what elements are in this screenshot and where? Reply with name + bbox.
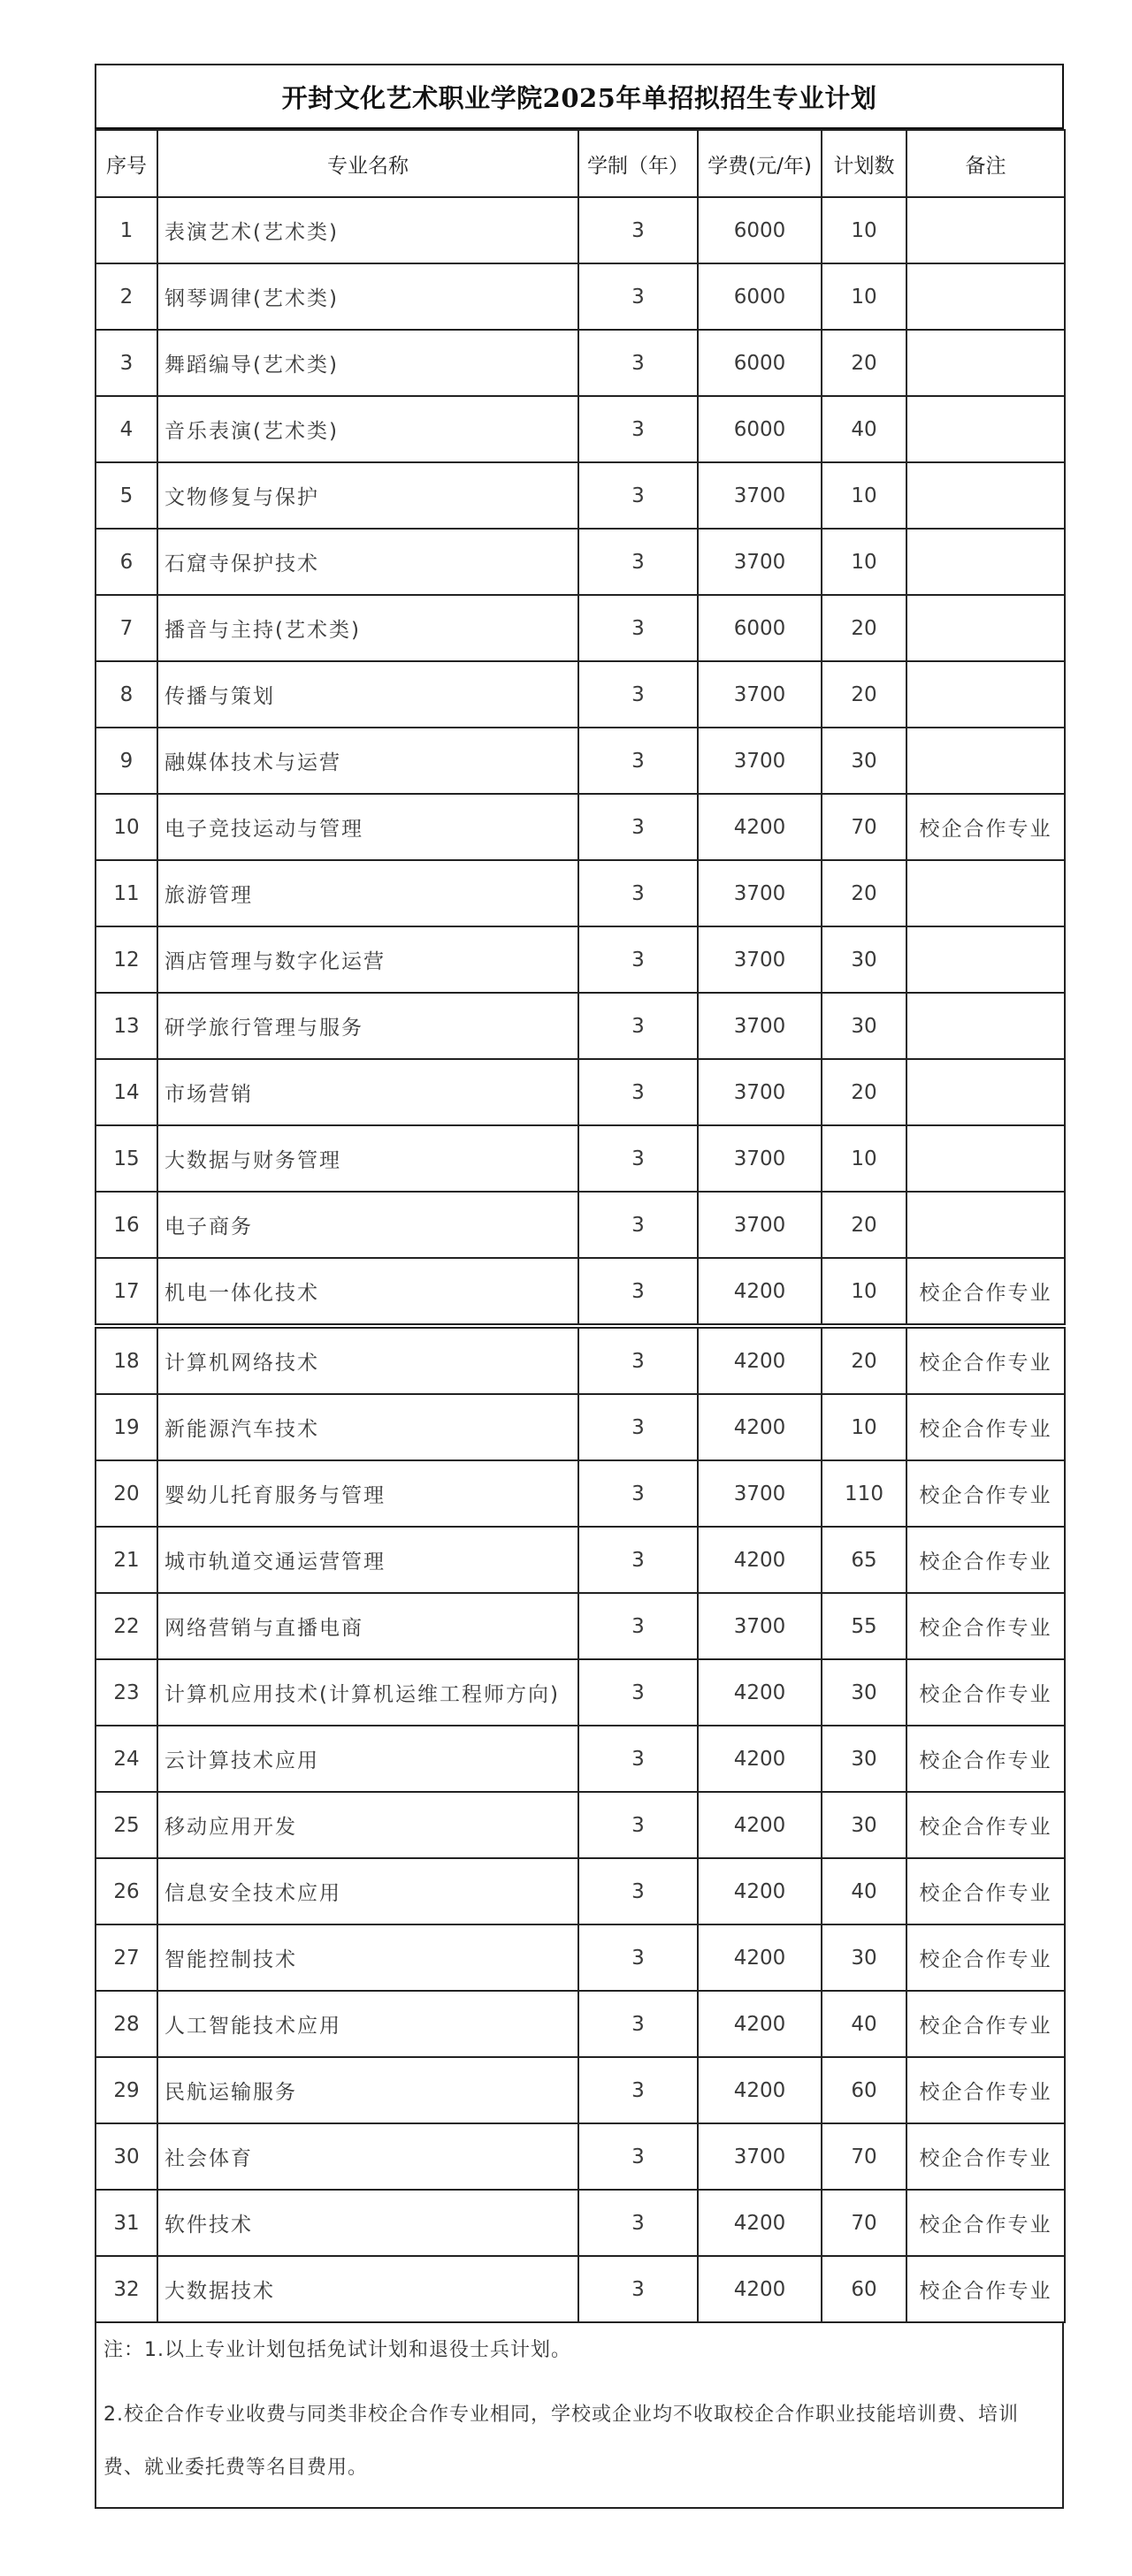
remark-cell bbox=[906, 1059, 1065, 1125]
major-name-cell: 钢琴调律(艺术类) bbox=[157, 263, 578, 330]
row-number-cell: 26 bbox=[96, 1858, 157, 1924]
plan-count-cell: 10 bbox=[822, 263, 906, 330]
table-row bbox=[96, 462, 1065, 529]
tuition-fee-cell: 4200 bbox=[698, 2256, 822, 2322]
remark-cell bbox=[906, 993, 1065, 1059]
remark-cell bbox=[906, 1192, 1065, 1258]
row-number-cell: 21 bbox=[96, 1527, 157, 1593]
tuition-fee-cell: 4200 bbox=[698, 1792, 822, 1858]
major-name-cell: 机电一体化技术 bbox=[157, 1258, 578, 1326]
table-row bbox=[96, 1991, 1065, 2057]
study-years-cell: 3 bbox=[578, 728, 698, 794]
study-years-cell: 3 bbox=[578, 661, 698, 728]
tuition-fee-cell: 4200 bbox=[698, 1394, 822, 1460]
table-row bbox=[96, 263, 1065, 330]
plan-count-cell: 30 bbox=[822, 728, 906, 794]
study-years-cell: 3 bbox=[578, 1659, 698, 1726]
remark-cell bbox=[906, 330, 1065, 396]
major-name-cell: 智能控制技术 bbox=[157, 1924, 578, 1991]
major-name-cell: 移动应用开发 bbox=[157, 1792, 578, 1858]
plan-count-cell: 10 bbox=[822, 462, 906, 529]
table-row bbox=[96, 1659, 1065, 1726]
remark-cell: 校企合作专业 bbox=[906, 794, 1065, 860]
table-row bbox=[96, 993, 1065, 1059]
study-years-cell: 3 bbox=[578, 926, 698, 993]
table-row bbox=[96, 1924, 1065, 1991]
major-name-cell: 软件技术 bbox=[157, 2190, 578, 2256]
row-number-cell: 27 bbox=[96, 1924, 157, 1991]
row-number-cell: 29 bbox=[96, 2057, 157, 2123]
plan-count-cell: 20 bbox=[822, 1326, 906, 1394]
table-row bbox=[96, 1593, 1065, 1659]
plan-count-cell: 30 bbox=[822, 1924, 906, 1991]
tuition-fee-cell: 3700 bbox=[698, 1593, 822, 1659]
tuition-fee-cell: 3700 bbox=[698, 993, 822, 1059]
study-years-cell: 3 bbox=[578, 1460, 698, 1527]
tuition-fee-cell: 3700 bbox=[698, 728, 822, 794]
major-name-cell: 市场营销 bbox=[157, 1059, 578, 1125]
remark-cell: 校企合作专业 bbox=[906, 1858, 1065, 1924]
remark-cell: 校企合作专业 bbox=[906, 2190, 1065, 2256]
plan-count-cell: 30 bbox=[822, 926, 906, 993]
row-number-cell: 9 bbox=[96, 728, 157, 794]
header-remarks: 备注 bbox=[906, 130, 1065, 197]
tuition-fee-cell: 6000 bbox=[698, 396, 822, 462]
table-row bbox=[96, 1726, 1065, 1792]
remark-cell: 校企合作专业 bbox=[906, 1527, 1065, 1593]
tuition-fee-cell: 4200 bbox=[698, 1659, 822, 1726]
plan-count-cell: 60 bbox=[822, 2057, 906, 2123]
table-row bbox=[96, 860, 1065, 926]
row-number-cell: 6 bbox=[96, 529, 157, 595]
remark-cell: 校企合作专业 bbox=[906, 2123, 1065, 2190]
tuition-fee-cell: 4200 bbox=[698, 2190, 822, 2256]
plan-count-cell: 40 bbox=[822, 1991, 906, 2057]
tuition-fee-cell: 3700 bbox=[698, 926, 822, 993]
study-years-cell: 3 bbox=[578, 1326, 698, 1394]
row-number-cell: 22 bbox=[96, 1593, 157, 1659]
header-major-name: 专业名称 bbox=[157, 130, 578, 197]
plan-count-cell: 70 bbox=[822, 2190, 906, 2256]
major-name-cell: 城市轨道交通运营管理 bbox=[157, 1527, 578, 1593]
tuition-fee-cell: 4200 bbox=[698, 794, 822, 860]
major-name-cell: 文物修复与保护 bbox=[157, 462, 578, 529]
table-row bbox=[96, 1258, 1065, 1326]
row-number-cell: 24 bbox=[96, 1726, 157, 1792]
row-number-cell: 32 bbox=[96, 2256, 157, 2322]
table-row bbox=[96, 1059, 1065, 1125]
study-years-cell: 3 bbox=[578, 1726, 698, 1792]
plan-count-cell: 60 bbox=[822, 2256, 906, 2322]
table-row bbox=[96, 2256, 1065, 2322]
study-years-cell: 3 bbox=[578, 396, 698, 462]
study-years-cell: 3 bbox=[578, 1924, 698, 1991]
remark-cell: 校企合作专业 bbox=[906, 1394, 1065, 1460]
tuition-fee-cell: 4200 bbox=[698, 1991, 822, 2057]
plan-count-cell: 20 bbox=[822, 661, 906, 728]
header-plan-count: 计划数 bbox=[822, 130, 906, 197]
plan-count-cell: 40 bbox=[822, 396, 906, 462]
major-name-cell: 社会体育 bbox=[157, 2123, 578, 2190]
remark-cell: 校企合作专业 bbox=[906, 1792, 1065, 1858]
table-row bbox=[96, 396, 1065, 462]
tuition-fee-cell: 4200 bbox=[698, 1726, 822, 1792]
table-row bbox=[96, 661, 1065, 728]
remark-cell: 校企合作专业 bbox=[906, 2057, 1065, 2123]
remark-cell: 校企合作专业 bbox=[906, 1659, 1065, 1726]
table-row bbox=[96, 1858, 1065, 1924]
major-name-cell: 石窟寺保护技术 bbox=[157, 529, 578, 595]
row-number-cell: 20 bbox=[96, 1460, 157, 1527]
remark-cell bbox=[906, 396, 1065, 462]
tuition-fee-cell: 6000 bbox=[698, 263, 822, 330]
plan-count-cell: 10 bbox=[822, 1125, 906, 1192]
row-number-cell: 19 bbox=[96, 1394, 157, 1460]
study-years-cell: 3 bbox=[578, 1527, 698, 1593]
tuition-fee-cell: 4200 bbox=[698, 1527, 822, 1593]
major-name-cell: 婴幼儿托育服务与管理 bbox=[157, 1460, 578, 1527]
enrollment-plan-sheet bbox=[95, 64, 1064, 2509]
remark-cell bbox=[906, 197, 1065, 263]
study-years-cell: 3 bbox=[578, 1593, 698, 1659]
plan-count-cell: 30 bbox=[822, 1659, 906, 1726]
remark-cell bbox=[906, 1125, 1065, 1192]
row-number-cell: 30 bbox=[96, 2123, 157, 2190]
table-row bbox=[96, 2057, 1065, 2123]
footnotes bbox=[95, 2323, 1064, 2509]
plan-count-cell: 20 bbox=[822, 330, 906, 396]
tuition-fee-cell: 4200 bbox=[698, 2057, 822, 2123]
plan-count-cell: 20 bbox=[822, 595, 906, 661]
plan-count-cell: 110 bbox=[822, 1460, 906, 1527]
table-row bbox=[96, 794, 1065, 860]
remark-cell: 校企合作专业 bbox=[906, 1593, 1065, 1659]
row-number-cell: 23 bbox=[96, 1659, 157, 1726]
header-years: 学制（年） bbox=[578, 130, 698, 197]
study-years-cell: 3 bbox=[578, 2256, 698, 2322]
plan-count-cell: 70 bbox=[822, 794, 906, 860]
row-number-cell: 25 bbox=[96, 1792, 157, 1858]
row-number-cell: 17 bbox=[96, 1258, 157, 1326]
plan-table bbox=[95, 129, 1066, 2323]
tuition-fee-cell: 6000 bbox=[698, 330, 822, 396]
row-number-cell: 7 bbox=[96, 595, 157, 661]
major-name-cell: 计算机应用技术(计算机运维工程师方向) bbox=[157, 1659, 578, 1726]
row-number-cell: 13 bbox=[96, 993, 157, 1059]
table-row bbox=[96, 1792, 1065, 1858]
tuition-fee-cell: 3700 bbox=[698, 1192, 822, 1258]
row-number-cell: 11 bbox=[96, 860, 157, 926]
major-name-cell: 研学旅行管理与服务 bbox=[157, 993, 578, 1059]
major-name-cell: 电子商务 bbox=[157, 1192, 578, 1258]
row-number-cell: 10 bbox=[96, 794, 157, 860]
plan-count-cell: 30 bbox=[822, 1792, 906, 1858]
plan-count-cell: 30 bbox=[822, 993, 906, 1059]
major-name-cell: 云计算技术应用 bbox=[157, 1726, 578, 1792]
remark-cell bbox=[906, 529, 1065, 595]
table-row bbox=[96, 2190, 1065, 2256]
tuition-fee-cell: 3700 bbox=[698, 860, 822, 926]
remark-cell bbox=[906, 595, 1065, 661]
table-row bbox=[96, 2123, 1065, 2190]
table-row bbox=[96, 197, 1065, 263]
plan-count-cell: 30 bbox=[822, 1726, 906, 1792]
plan-count-cell: 20 bbox=[822, 1059, 906, 1125]
remark-cell bbox=[906, 661, 1065, 728]
study-years-cell: 3 bbox=[578, 1991, 698, 2057]
study-years-cell: 3 bbox=[578, 1192, 698, 1258]
remark-cell: 校企合作专业 bbox=[906, 1326, 1065, 1394]
row-number-cell: 14 bbox=[96, 1059, 157, 1125]
table-row bbox=[96, 595, 1065, 661]
major-name-cell: 网络营销与直播电商 bbox=[157, 1593, 578, 1659]
plan-count-cell: 55 bbox=[822, 1593, 906, 1659]
plan-count-cell: 20 bbox=[822, 1192, 906, 1258]
study-years-cell: 3 bbox=[578, 462, 698, 529]
table-row bbox=[96, 1326, 1065, 1394]
plan-count-cell: 10 bbox=[822, 529, 906, 595]
major-name-cell: 民航运输服务 bbox=[157, 2057, 578, 2123]
table-row bbox=[96, 529, 1065, 595]
tuition-fee-cell: 4200 bbox=[698, 1258, 822, 1326]
study-years-cell: 3 bbox=[578, 595, 698, 661]
remark-cell: 校企合作专业 bbox=[906, 1924, 1065, 1991]
row-number-cell: 2 bbox=[96, 263, 157, 330]
table-row bbox=[96, 1460, 1065, 1527]
table-row bbox=[96, 1527, 1065, 1593]
plan-count-cell: 10 bbox=[822, 1258, 906, 1326]
table-row bbox=[96, 1192, 1065, 1258]
table-row bbox=[96, 728, 1065, 794]
table-row bbox=[96, 330, 1065, 396]
major-name-cell: 酒店管理与数字化运营 bbox=[157, 926, 578, 993]
study-years-cell: 3 bbox=[578, 1125, 698, 1192]
tuition-fee-cell: 3700 bbox=[698, 529, 822, 595]
footnote-1: 注：1.以上专业计划包括免试计划和退役士兵计划。 bbox=[103, 2339, 571, 2361]
plan-count-cell: 10 bbox=[822, 1394, 906, 1460]
tuition-fee-cell: 6000 bbox=[698, 197, 822, 263]
study-years-cell: 3 bbox=[578, 1059, 698, 1125]
plan-count-cell: 20 bbox=[822, 860, 906, 926]
header-no: 序号 bbox=[96, 130, 157, 197]
remark-cell: 校企合作专业 bbox=[906, 1726, 1065, 1792]
study-years-cell: 3 bbox=[578, 197, 698, 263]
plan-count-cell: 40 bbox=[822, 1858, 906, 1924]
remark-cell bbox=[906, 263, 1065, 330]
remark-cell: 校企合作专业 bbox=[906, 1460, 1065, 1527]
study-years-cell: 3 bbox=[578, 330, 698, 396]
major-name-cell: 人工智能技术应用 bbox=[157, 1991, 578, 2057]
study-years-cell: 3 bbox=[578, 794, 698, 860]
row-number-cell: 4 bbox=[96, 396, 157, 462]
major-name-cell: 舞蹈编导(艺术类) bbox=[157, 330, 578, 396]
row-number-cell: 28 bbox=[96, 1991, 157, 2057]
row-number-cell: 3 bbox=[96, 330, 157, 396]
tuition-fee-cell: 6000 bbox=[698, 595, 822, 661]
study-years-cell: 3 bbox=[578, 263, 698, 330]
tuition-fee-cell: 3700 bbox=[698, 1059, 822, 1125]
row-number-cell: 1 bbox=[96, 197, 157, 263]
major-name-cell: 计算机网络技术 bbox=[157, 1326, 578, 1394]
major-name-cell: 融媒体技术与运营 bbox=[157, 728, 578, 794]
tuition-fee-cell: 3700 bbox=[698, 1460, 822, 1527]
study-years-cell: 3 bbox=[578, 2057, 698, 2123]
major-name-cell: 电子竞技运动与管理 bbox=[157, 794, 578, 860]
study-years-cell: 3 bbox=[578, 1394, 698, 1460]
footnote-2: 2.校企合作专业收费与同类非校企合作专业相同，学校或企业均不收取校企合作职业技能培训费、培训费、就业委托费等名目费用。 bbox=[103, 2404, 1019, 2479]
tuition-fee-cell: 4200 bbox=[698, 1326, 822, 1394]
tuition-fee-cell: 3700 bbox=[698, 2123, 822, 2190]
remark-cell: 校企合作专业 bbox=[906, 1258, 1065, 1326]
study-years-cell: 3 bbox=[578, 2123, 698, 2190]
major-name-cell: 表演艺术(艺术类) bbox=[157, 197, 578, 263]
remark-cell bbox=[906, 926, 1065, 993]
major-name-cell: 信息安全技术应用 bbox=[157, 1858, 578, 1924]
page-title: 开封文化艺术职业学院2025年单招拟招生专业计划 bbox=[95, 64, 1064, 129]
plan-count-cell: 10 bbox=[822, 197, 906, 263]
row-number-cell: 8 bbox=[96, 661, 157, 728]
remark-cell bbox=[906, 728, 1065, 794]
major-name-cell: 大数据技术 bbox=[157, 2256, 578, 2322]
table-header-row bbox=[96, 130, 1065, 197]
row-number-cell: 5 bbox=[96, 462, 157, 529]
major-name-cell: 传播与策划 bbox=[157, 661, 578, 728]
table-row bbox=[96, 926, 1065, 993]
remark-cell bbox=[906, 860, 1065, 926]
major-name-cell: 音乐表演(艺术类) bbox=[157, 396, 578, 462]
row-number-cell: 16 bbox=[96, 1192, 157, 1258]
remark-cell bbox=[906, 462, 1065, 529]
study-years-cell: 3 bbox=[578, 860, 698, 926]
major-name-cell: 播音与主持(艺术类) bbox=[157, 595, 578, 661]
row-number-cell: 31 bbox=[96, 2190, 157, 2256]
table-row bbox=[96, 1125, 1065, 1192]
study-years-cell: 3 bbox=[578, 1858, 698, 1924]
tuition-fee-cell: 3700 bbox=[698, 661, 822, 728]
plan-count-cell: 70 bbox=[822, 2123, 906, 2190]
remark-cell: 校企合作专业 bbox=[906, 1991, 1065, 2057]
tuition-fee-cell: 4200 bbox=[698, 1858, 822, 1924]
study-years-cell: 3 bbox=[578, 1792, 698, 1858]
study-years-cell: 3 bbox=[578, 993, 698, 1059]
row-number-cell: 15 bbox=[96, 1125, 157, 1192]
row-number-cell: 12 bbox=[96, 926, 157, 993]
tuition-fee-cell: 3700 bbox=[698, 462, 822, 529]
study-years-cell: 3 bbox=[578, 1258, 698, 1326]
plan-count-cell: 65 bbox=[822, 1527, 906, 1593]
header-fee: 学费(元/年) bbox=[698, 130, 822, 197]
major-name-cell: 新能源汽车技术 bbox=[157, 1394, 578, 1460]
tuition-fee-cell: 4200 bbox=[698, 1924, 822, 1991]
remark-cell: 校企合作专业 bbox=[906, 2256, 1065, 2322]
study-years-cell: 3 bbox=[578, 2190, 698, 2256]
major-name-cell: 大数据与财务管理 bbox=[157, 1125, 578, 1192]
table-row bbox=[96, 1394, 1065, 1460]
tuition-fee-cell: 3700 bbox=[698, 1125, 822, 1192]
row-number-cell: 18 bbox=[96, 1326, 157, 1394]
study-years-cell: 3 bbox=[578, 529, 698, 595]
major-name-cell: 旅游管理 bbox=[157, 860, 578, 926]
